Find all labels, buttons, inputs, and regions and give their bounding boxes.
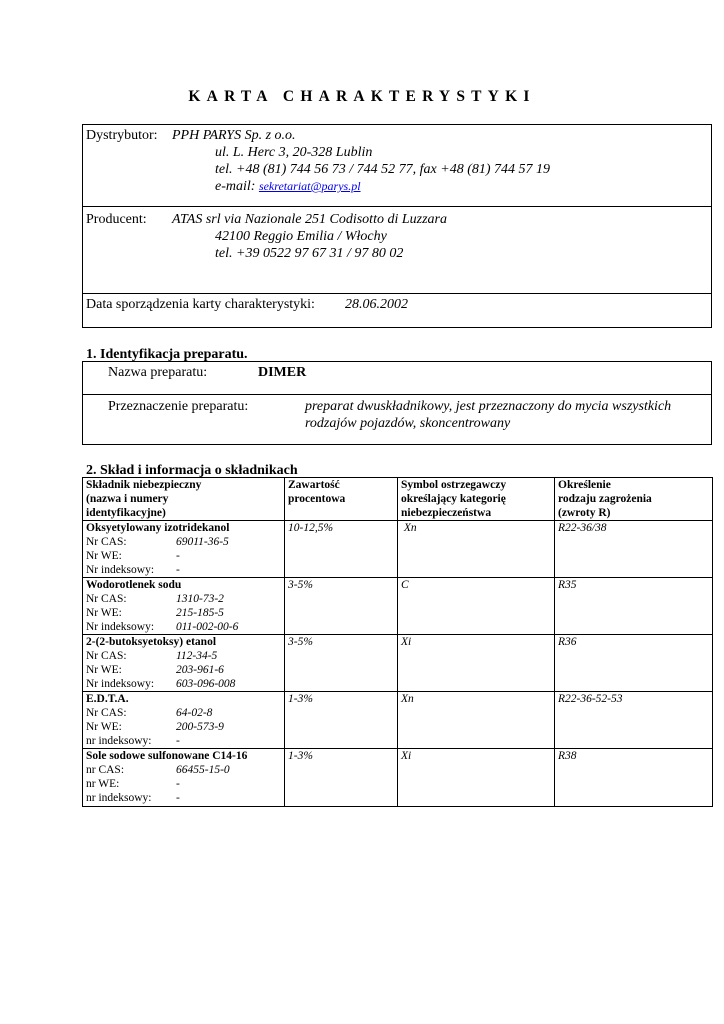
date-label: Data sporządzenia karty charakterystyki: <box>86 297 315 312</box>
content-cell: 3-5% <box>285 635 398 692</box>
product-purpose-label: Przeznaczenie preparatu: <box>108 399 249 414</box>
component-cell: Wodorotlenek sodu Nr CAS: 1310-73-2 Nr WE: 215-185-5 Nr indeksowy: 011-002-00-6 <box>83 578 285 635</box>
producer-label: Producent: <box>86 212 147 227</box>
symbol-cell: Xi <box>398 749 555 807</box>
table-header-row <box>83 478 713 521</box>
risk-cell: R35 <box>555 578 713 635</box>
component-cell: Oksyetylowany izotridekanol Nr CAS: 69011-36-5 Nr WE: - Nr indeksowy: - <box>83 521 285 578</box>
table-row <box>83 749 713 807</box>
section1-heading: 1. Identyfikacja preparatu. <box>86 347 248 362</box>
component-cell: E.D.T.A. Nr CAS: 64-02-8 Nr WE: 200-573-9 nr indeksowy: - <box>83 692 285 749</box>
producer-line1: ATAS srl via Nazionale 251 Codisotto di Luzzara <box>172 212 447 227</box>
component-cell: Sole sodowe sulfonowane C14-16 nr CAS: 66455-15-0 nr WE: - nr indeksowy: - <box>83 749 285 807</box>
distributor-label: Dystrybutor: <box>86 128 158 143</box>
date-value: 28.06.2002 <box>345 297 408 312</box>
table-row <box>83 578 713 635</box>
email-label: e-mail: <box>215 179 256 194</box>
header-content: Zawartość procentowa <box>285 478 398 521</box>
distributor-phone: tel. +48 (81) 744 56 73 / 744 52 77, fax +48 (81) 744 57 19 <box>215 162 551 177</box>
component-name: E.D.T.A. <box>86 693 129 705</box>
symbol-cell: C <box>398 578 555 635</box>
section2-heading: 2. Skład i informacja o składnikach <box>86 463 298 478</box>
component-name: Wodorotlenek sodu <box>86 579 182 591</box>
product-name-value: DIMER <box>258 365 307 380</box>
risk-cell: R22-36-52-53 <box>555 692 713 749</box>
distributor-address: ul. L. Herc 3, 20-328 Lublin <box>215 145 373 160</box>
component-cell: 2-(2-butoksyetoksy) etanol Nr CAS: 112-34-5 Nr WE: 203-961-6 Nr indeksowy: 603-096-008 <box>83 635 285 692</box>
risk-cell: R22-36/38 <box>555 521 713 578</box>
email-link[interactable]: sekretariat@parys.pl <box>258 179 361 193</box>
product-name-label: Nazwa preparatu: <box>108 365 208 380</box>
producer-line3: tel. +39 0522 97 67 31 / 97 80 02 <box>215 246 404 261</box>
composition-table <box>82 477 713 807</box>
header-symbol: Symbol ostrzegawczy określający kategorię niebezpieczeństwa <box>398 478 555 521</box>
table-row <box>83 692 713 749</box>
risk-cell: R38 <box>555 749 713 807</box>
distributor-name: PPH PARYS Sp. z o.o. <box>172 128 296 143</box>
content-cell: 1-3% <box>285 749 398 807</box>
divider <box>82 293 712 294</box>
divider <box>82 394 712 395</box>
risk-cell: R36 <box>555 635 713 692</box>
content-cell: 10-12,5% <box>285 521 398 578</box>
content-cell: 3-5% <box>285 578 398 635</box>
divider <box>82 206 712 207</box>
content-cell: 1-3% <box>285 692 398 749</box>
document-title: KARTA CHARAKTERYSTYKI <box>188 88 536 105</box>
product-purpose-line1: preparat dwuskładnikowy, jest przeznaczony do mycia wszystkich <box>305 399 672 414</box>
header-risk: Określenie rodzaju zagrożenia (zwroty R) <box>555 478 713 521</box>
symbol-cell: Xn <box>398 692 555 749</box>
header-component: Składnik niebezpieczny (nazwa i numery identyfikacyjne) <box>83 478 285 521</box>
table-row <box>83 635 713 692</box>
component-name: Oksyetylowany izotridekanol <box>86 522 230 534</box>
distributor-email-row <box>215 178 361 195</box>
symbol-cell: Xi <box>398 635 555 692</box>
component-name: Sole sodowe sulfonowane C14-16 <box>86 750 248 762</box>
product-purpose-line2: rodzajów pojazdów, skoncentrowany <box>305 416 511 431</box>
table-row <box>83 521 713 578</box>
component-name: 2-(2-butoksyetoksy) etanol <box>86 636 217 648</box>
producer-line2: 42100 Reggio Emilia / Włochy <box>215 229 387 244</box>
symbol-cell: Xn <box>398 521 555 578</box>
